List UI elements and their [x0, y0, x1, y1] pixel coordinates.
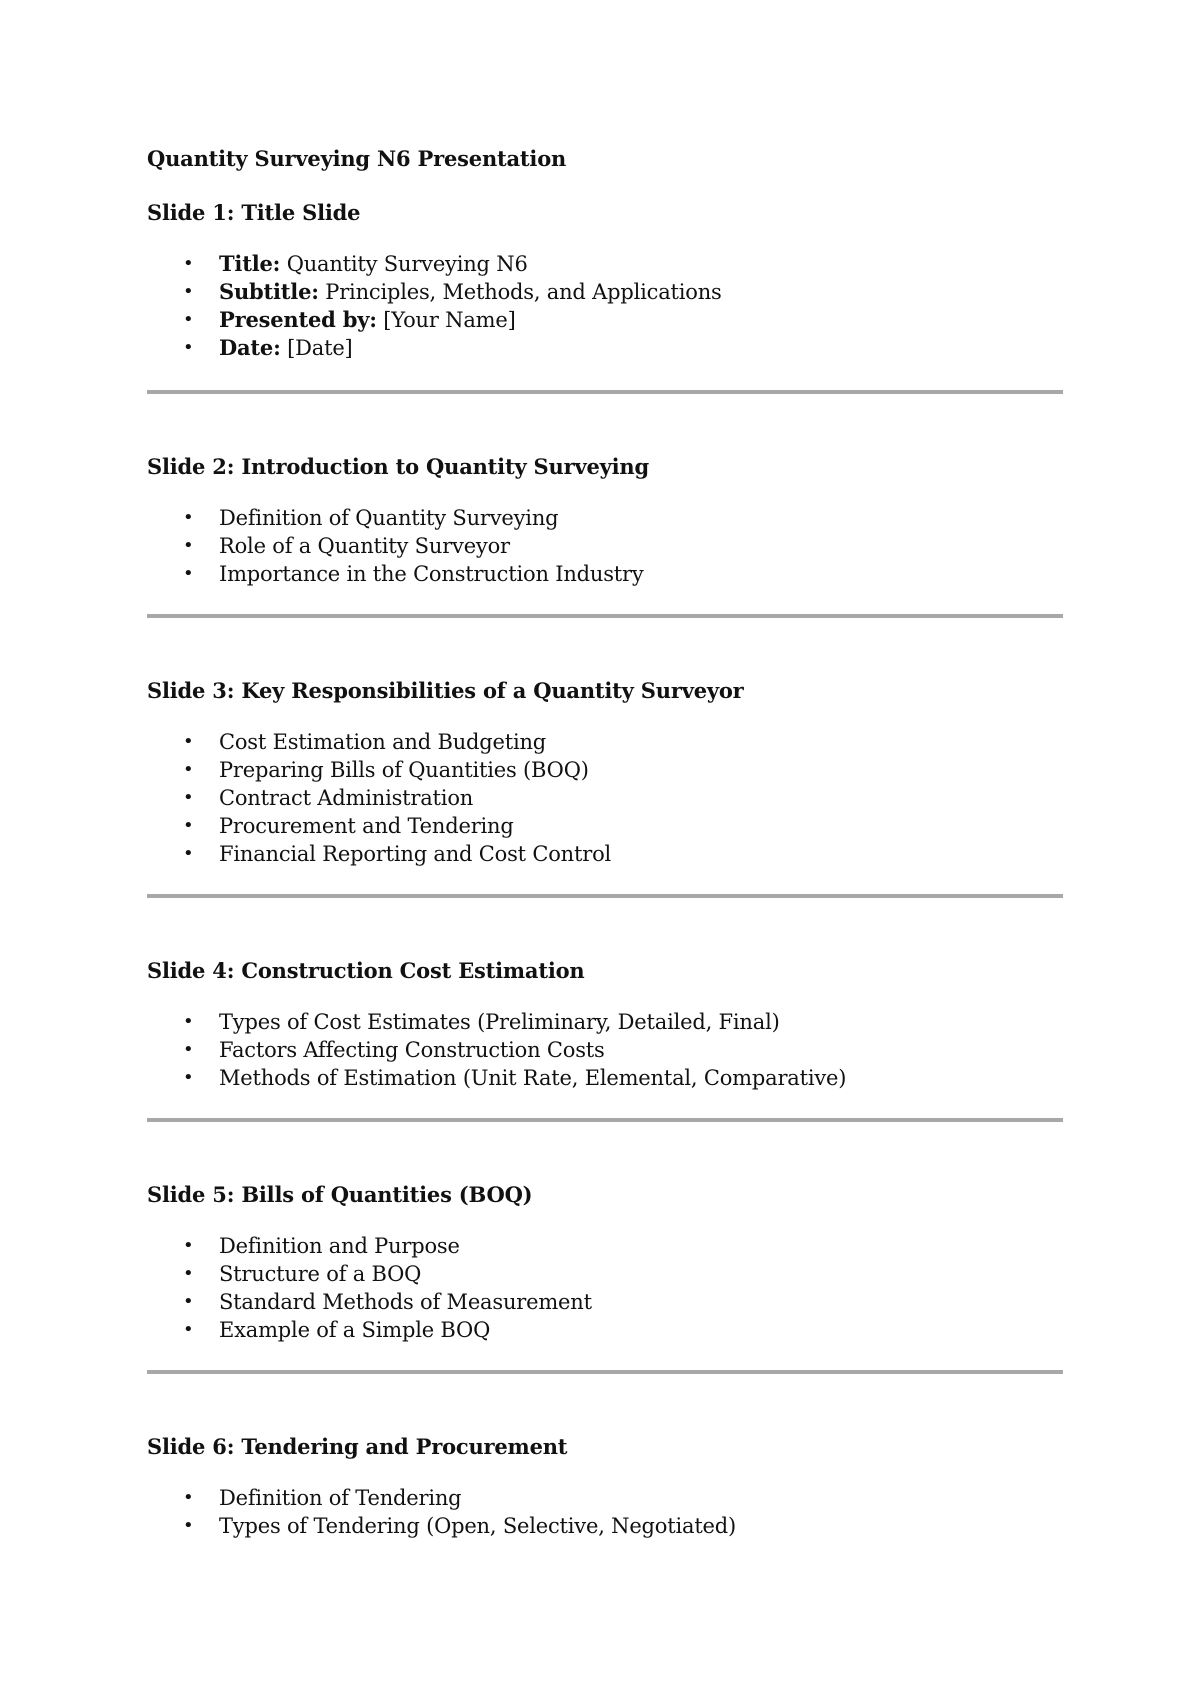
list-item: [147, 812, 1063, 840]
bullet-icon: •: [183, 535, 194, 556]
slide-section: [147, 1180, 1063, 1374]
bullet-icon: •: [183, 1487, 194, 1508]
list-item: [147, 334, 1063, 362]
list-item: [147, 1064, 1063, 1092]
list-item: [147, 1008, 1063, 1036]
bullet-icon: •: [183, 309, 194, 330]
bullet-icon: •: [183, 759, 194, 780]
item-text: Quantity Surveying N6: [286, 252, 528, 276]
bullet-icon: •: [183, 1067, 194, 1088]
slide-heading: Slide 3: Key Responsibilities of a Quantity Surveyor: [147, 678, 744, 703]
slide-heading: Slide 6: Tendering and Procurement: [147, 1434, 568, 1459]
bullet-list: [147, 1232, 1063, 1344]
document-page: [147, 144, 1063, 1540]
list-item: [147, 1512, 1063, 1540]
slide-heading: Slide 1: Title Slide: [147, 200, 361, 225]
slide-section: [147, 452, 1063, 618]
section-divider: [147, 894, 1063, 898]
item-text: Procurement and Tendering: [219, 814, 514, 838]
bullet-icon: •: [183, 563, 194, 584]
list-item: [147, 532, 1063, 560]
bullet-icon: •: [183, 843, 194, 864]
list-item: [147, 560, 1063, 588]
bullet-list: [147, 1484, 1063, 1540]
section-divider: [147, 390, 1063, 394]
item-text: Financial Reporting and Cost Control: [219, 842, 612, 866]
slide-heading: Slide 2: Introduction to Quantity Surveying: [147, 454, 649, 479]
bullet-list: [147, 1008, 1063, 1092]
item-label: Subtitle:: [219, 279, 319, 304]
slide-section: [147, 198, 1063, 394]
item-text: Definition of Tendering: [219, 1486, 462, 1510]
item-text: Standard Methods of Measurement: [219, 1290, 592, 1314]
bullet-icon: •: [183, 1235, 194, 1256]
item-label: Date:: [219, 335, 281, 360]
bullet-icon: •: [183, 507, 194, 528]
bullet-icon: •: [183, 731, 194, 752]
item-text: Definition and Purpose: [219, 1234, 460, 1258]
bullet-icon: •: [183, 1011, 194, 1032]
bullet-list: [147, 250, 1063, 362]
bullet-icon: •: [183, 281, 194, 302]
item-text: [Your Name]: [383, 308, 516, 332]
list-item: [147, 756, 1063, 784]
bullet-list: [147, 728, 1063, 868]
list-item: [147, 1036, 1063, 1064]
bullet-icon: •: [183, 1039, 194, 1060]
item-text: Definition of Quantity Surveying: [219, 506, 559, 530]
slides-container: [147, 198, 1063, 1540]
list-item: [147, 1232, 1063, 1260]
item-text: Preparing Bills of Quantities (BOQ): [219, 758, 589, 782]
slide-heading: Slide 4: Construction Cost Estimation: [147, 958, 585, 983]
item-text: Principles, Methods, and Applications: [325, 280, 722, 304]
item-text: Structure of a BOQ: [219, 1262, 422, 1286]
slide-section: [147, 676, 1063, 898]
list-item: [147, 504, 1063, 532]
list-item: [147, 1316, 1063, 1344]
bullet-icon: •: [183, 337, 194, 358]
bullet-list: [147, 504, 1063, 588]
item-text: Contract Administration: [219, 786, 474, 810]
list-item: [147, 1260, 1063, 1288]
bullet-icon: •: [183, 1319, 194, 1340]
bullet-icon: •: [183, 787, 194, 808]
item-text: Importance in the Construction Industry: [219, 562, 644, 586]
item-text: Types of Cost Estimates (Preliminary, Detailed, Final): [219, 1010, 780, 1034]
list-item: [147, 278, 1063, 306]
bullet-icon: •: [183, 1263, 194, 1284]
list-item: [147, 306, 1063, 334]
bullet-icon: •: [183, 253, 194, 274]
document-title: Quantity Surveying N6 Presentation: [147, 146, 567, 171]
list-item: [147, 1288, 1063, 1316]
item-text: Methods of Estimation (Unit Rate, Elemental, Comparative): [219, 1066, 847, 1090]
item-text: Types of Tendering (Open, Selective, Negotiated): [219, 1514, 737, 1538]
item-text: Factors Affecting Construction Costs: [219, 1038, 605, 1062]
list-item: [147, 250, 1063, 278]
item-text: Cost Estimation and Budgeting: [219, 730, 547, 754]
item-label: Title:: [219, 251, 281, 276]
item-label: Presented by:: [219, 307, 377, 332]
list-item: [147, 728, 1063, 756]
slide-heading: Slide 5: Bills of Quantities (BOQ): [147, 1182, 533, 1207]
list-item: [147, 784, 1063, 812]
bullet-icon: •: [183, 1291, 194, 1312]
list-item: [147, 840, 1063, 868]
item-text: [Date]: [287, 336, 353, 360]
list-item: [147, 1484, 1063, 1512]
item-text: Role of a Quantity Surveyor: [219, 534, 510, 558]
section-divider: [147, 614, 1063, 618]
slide-section: [147, 1432, 1063, 1540]
bullet-icon: •: [183, 815, 194, 836]
slide-section: [147, 956, 1063, 1122]
bullet-icon: •: [183, 1515, 194, 1536]
section-divider: [147, 1118, 1063, 1122]
section-divider: [147, 1370, 1063, 1374]
item-text: Example of a Simple BOQ: [219, 1318, 491, 1342]
